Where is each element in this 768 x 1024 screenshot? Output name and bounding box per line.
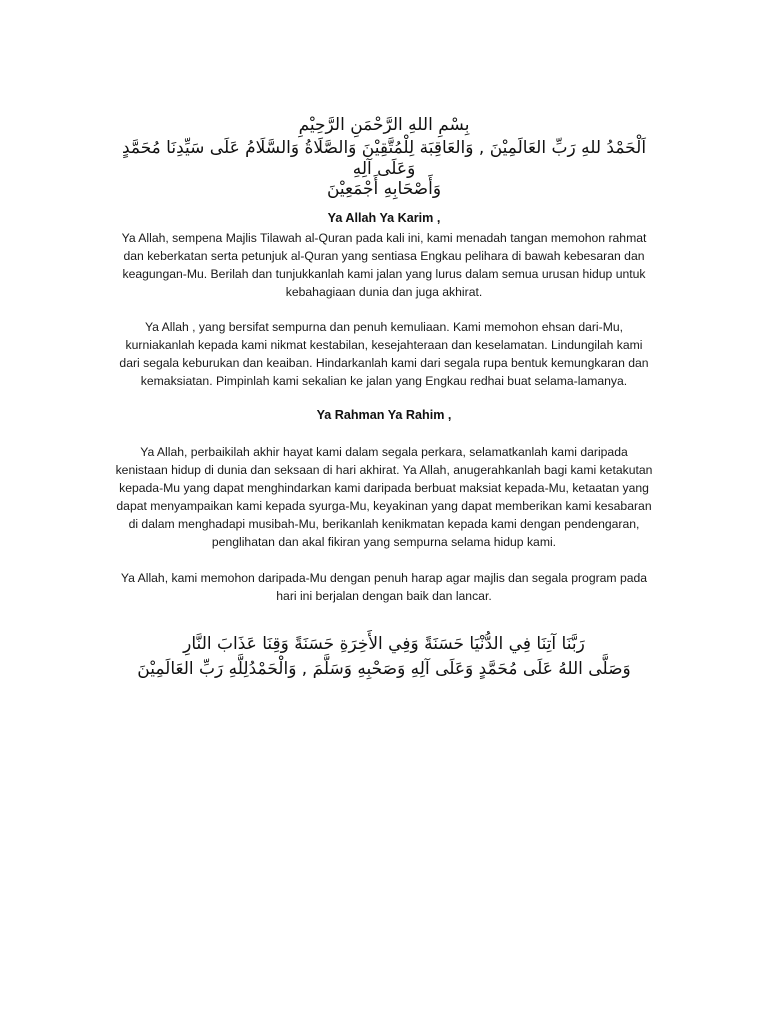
basmalah: بِسْمِ اللهِ الرَّحْمَنِ الرَّحِيْمِ [298,115,470,135]
paragraph-3: Ya Allah, perbaikilah akhir hayat kami dalam segala perkara, selamatkanlah kami daripada kenistaan hidup di dunia dan seksaan di hari akhirat. Ya Allah, anugerahkanlah bagi kami ketakutan kepada-Mu yang dapat menghindarkan kami daripada berbuat maksiat kepada-Mu, ketaatan yang dapat menyampaikan kami kepada syurga-Mu, keyakinan yang dapat memberikan kami kesabaran di dalam menghadapi musibah-Mu, berikanlah kenikmatan kepada kami dengan pendengaran, penglihatan dan akal fikiran yang sempurna selama hidup kami. [115,445,653,549]
opening-dua-line-2: اَلْحَمْدُ للهِ رَبِّ العَالَمِيْنَ , وَالعَاقِبَة لِلْمُتَّقِيْنَ وَالصَّلَاةُ وَالسَّلَامُ عَلَى سَيِّدِنَا مُحَمَّدٍ [121,138,647,158]
paragraph-2: Ya Allah , yang bersifat sempurna dan penuh kemuliaan. Kami memohon ehsan dari-Mu, kurniakanlah kepada kami nikmat kestabilan, kesejahteraan dan keselamatan. Lindungilah kami dari segala keburukan dan keaiban. Hindarkanlah kami dari segala rupa bentuk kemungkaran dan kemaksiatan. Pimpinlah kami sekalian ke jalan yang Engkau redhai buat selama-lamanya. [119,320,649,388]
heading-ya-allah-ya-karim: Ya Allah Ya Karim , [327,211,441,225]
paragraph-4: Ya Allah, kami memohon daripada-Mu dengan penuh harap agar majlis dan segala program pada hari ini berjalan dengan baik dan lancar. [120,571,648,603]
heading-ya-rahman-ya-rahim: Ya Rahman Ya Rahim , [316,408,452,422]
opening-dua-line-4: وَأَصْحَابِهِ أَجْمَعِيْنَ [326,179,442,199]
opening-dua-line-3: وَعَلَى آلِهِ [352,159,416,179]
closing-dua-line-1: رَبَّنَا آتِنَا فِي الدُّنْيَا حَسَنَةً وَفِي الأَخِرَةِ حَسَنَةً وَقِنَا عَذَابَ النَّارِ [183,634,585,654]
closing-dua-line-2: وَصَلَّى اللهُ عَلَى مُحَمَّدٍ وَعَلَى آلِهِ وَصَحْبِهِ وَسَلَّمَ , وَالْحَمْدُلِلَّهِ رَبِّ العَالَمِيْنَ [137,659,631,679]
paragraph-1: Ya Allah, sempena Majlis Tilawah al-Quran pada kali ini, kami menadah tangan memohon rahmat dan keberkatan serta petunjuk al-Quran yang sentiasa Engkau pelihara di bawah kebesaran dan keagungan-Mu. Berilah dan tunjukkanlah kami jalan yang lurus dalam semua urusan hidup untuk kebahagiaan dunia dan juga akhirat. [121,231,647,299]
